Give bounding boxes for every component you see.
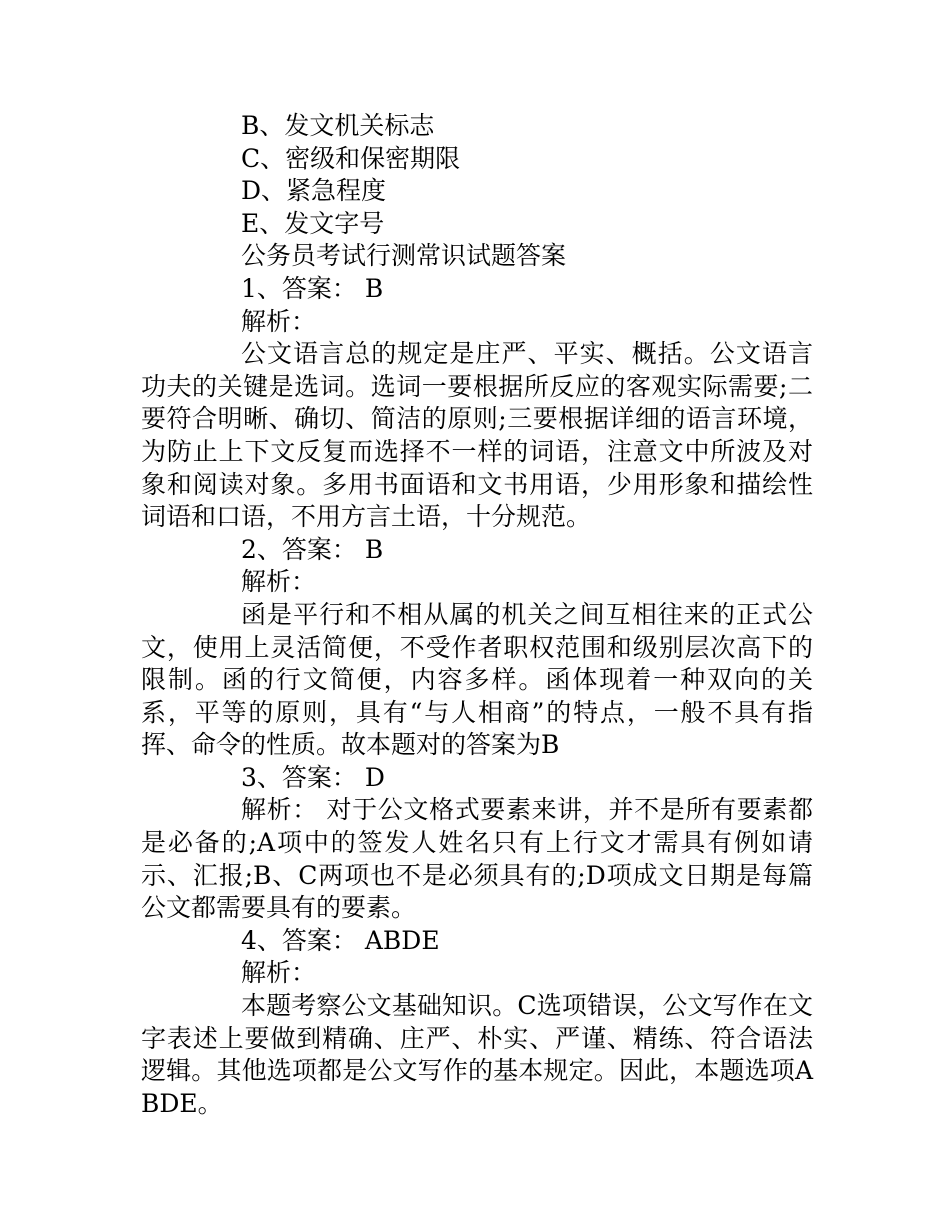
answers-section-title: 公务员考试行测常识试题答案 xyxy=(241,241,567,271)
option-e: E、发文字号 xyxy=(241,208,385,238)
answer-3-analysis xyxy=(141,794,813,924)
document-body xyxy=(141,110,813,1120)
answer-4-header: 4、答案： ABDE xyxy=(241,925,440,955)
answer-1-header: 1、答案： B xyxy=(241,273,384,303)
option-c: C、密级和保密期限 xyxy=(241,143,461,173)
answer-4-analysis-label: 解析： xyxy=(241,958,317,988)
answer-2-analysis-label: 解析： xyxy=(241,567,317,597)
answer-3-header: 3、答案： D xyxy=(241,762,385,792)
answer-2-header: 2、答案： B xyxy=(241,534,384,564)
option-b: B、发文机关标志 xyxy=(241,111,435,140)
answer-1-analysis-text: 公文语言总的规定是庄严、平实、概括。公文语言功夫的关键是选词。选词一要根据所反应的客观实际需要;二要符合明晰、确切、简洁的原则;三要根据详细的语言环境，为防止上下文反复而选择不一样的词语，注意文中所波及对象和阅读对象。多用书面语和文书用语，少用形象和描绘性词语和口语，不用方言土语，十分规范。 xyxy=(141,339,813,532)
answer-2-analysis-text: 函是平行和不相从属的机关之间互相往来的正式公文，使用上灵活简便，不受作者职权范围和级别层次高下的限制。函的行文简便，内容多样。函体现着一种双向的关系，平等的原则，具有“与人相商”的特点，一般不具有指挥、命令的性质。故本题对的答案为B xyxy=(141,599,813,760)
answer-3-analysis-text: 对于公文格式要素来讲，并不是所有要素都是必备的;A项中的签发人姓名只有上行文才需具有例如请示、汇报;B、C两项也不是必须具有的;D项成文日期是每篇公文都需要具有的要素。 xyxy=(141,795,813,923)
answer-3-analysis-label: 解析： xyxy=(241,795,327,825)
answer-1-analysis-label: 解析： xyxy=(241,306,317,336)
answer-4-analysis-text: 本题考察公文基础知识。C选项错误，公文写作在文字表述上要做到精确、庄严、朴实、严谨、精练、符合语法逻辑。其他选项都是公文写作的基本规定。因此，本题选项ABDE。 xyxy=(141,991,813,1118)
option-d: D、紧急程度 xyxy=(241,176,387,206)
